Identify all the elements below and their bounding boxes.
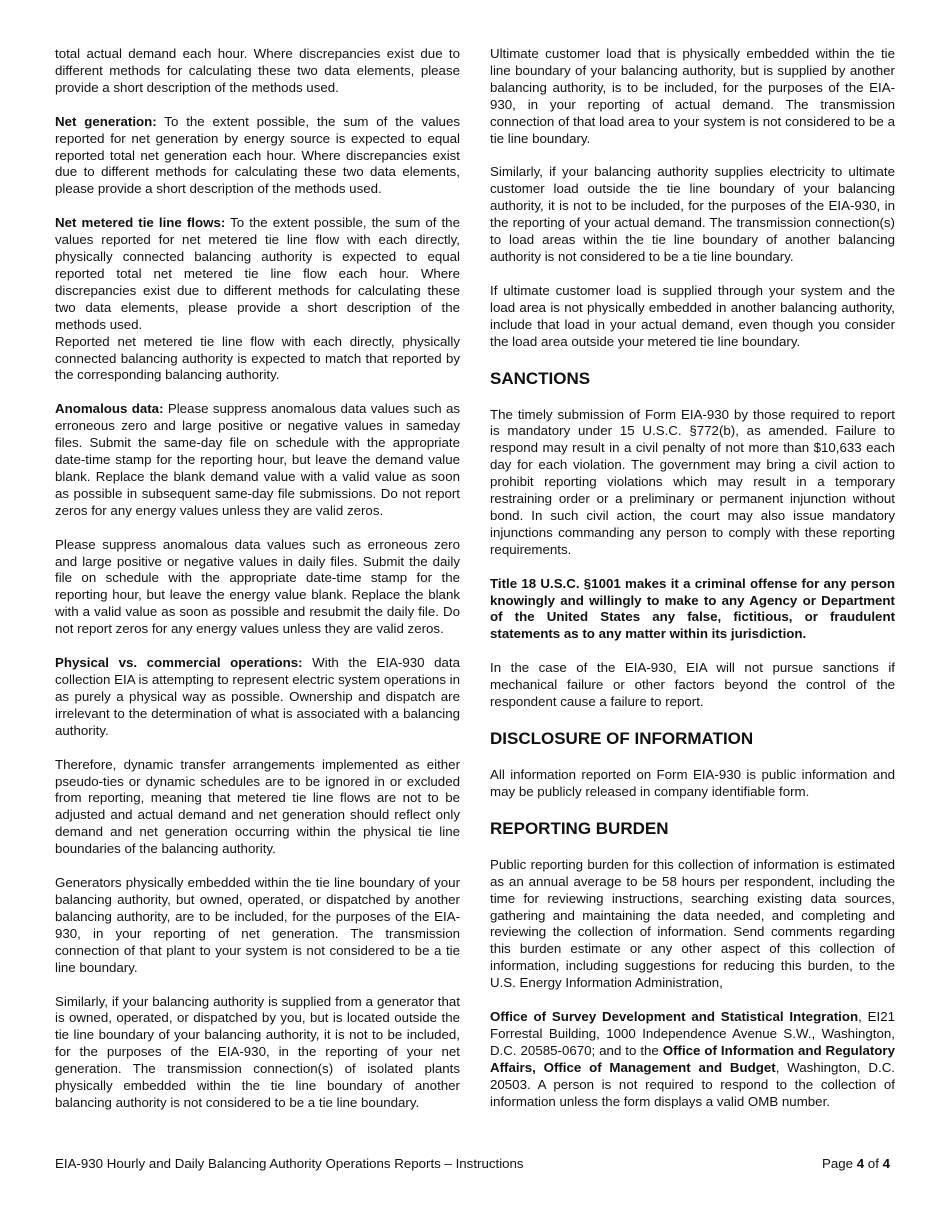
physical-commercial-label: Physical vs. commercial operations: xyxy=(55,655,303,671)
office-contact-paragraph xyxy=(490,1009,895,1110)
right-column xyxy=(490,46,895,1128)
page-number xyxy=(822,1156,890,1171)
physical-commercial-paragraph xyxy=(55,655,460,740)
page-prefix: Page xyxy=(821,1156,857,1171)
net-metered-paragraph xyxy=(55,215,460,333)
title-18-text: Title 18 U.S.C. §1001 makes it a criminal offense for any person knowingly and willingly to make to any Agency or Department of the United States any false, fictitious, or fraudulent statements as to any matter within its jurisdiction. xyxy=(490,575,895,642)
ultimate-load-paragraph: Ultimate customer load that is physically embedded within the tie line boundary of your balancing authority, but is supplied by another balancing authority, is to be included, for the purposes of the EIA-930, in your reporting of actual demand. The transmission connection of that load area to your system is not considered to be a tie line boundary. xyxy=(490,46,895,146)
osdsi-name: Office of Survey Development and Statistical Integration xyxy=(490,1009,859,1025)
oira-address: , Washington, D.C. 20503. A person is not required to respond to the collection of information unless the form displays a valid OMB number. xyxy=(490,1059,895,1109)
reporting-burden-paragraph: Public reporting burden for this collection of information is estimated as an annual average to be 58 hours per respondent, including the time for reviewing instructions, searching existing data sources, gathering and maintaining the data needed, and completing and reviewing the collection of information. Send comments regarding this burden estimate or any other aspect of this collection of information, including suggestions for reducing this burden, to the U.S. Energy Information Administration, xyxy=(490,856,895,991)
physical-commercial-text: With the EIA-930 data collection EIA is attempting to represent electric system operations in as purely a physical way as possible. Ownership and dispatch are irrelevant to the determination of what is associated with a balancing authority. xyxy=(55,655,461,738)
anomalous-data-text: Please suppress anomalous data values such as erroneous zero and large positive or negative values in sameday files. Submit the same-day file on schedule with the appropriate date-time stamp for the reporting hour, but leave the demand value blank. Replace the blank demand value with a valid value as soon as possible in subsequent same-day file submissions. Do not report zeros for any energy values unless they are valid zeros. xyxy=(55,401,460,518)
oira-name: Office of Information and Regulatory Affairs, Office of Management and Budget xyxy=(490,1042,895,1075)
demand-paragraph-end: total actual demand each hour. Where discrepancies exist due to different methods for calculating these two data elements, please provide a short description of the methods used. xyxy=(55,46,460,95)
net-metered-text: To the extent possible, the sum of the values reported for net metered tie line flow with each directly, physically connected balancing authority is expected to equal reported total net metered tie line flow each hour. Where discrepancies exist due to different methods for calculating these two data elements, please provide a short description of the methods used. xyxy=(55,215,460,332)
net-metered-match-paragraph: Reported net metered tie line flow with each directly, physically connected balancing authority is expected to match that reported by the corresponding balancing authority. xyxy=(55,333,460,383)
osdsi-address: , EI21 Forrestal Building, 1000 Independence Avenue S.W., Washington, D.C. 20585-0670; and to the xyxy=(490,1009,895,1058)
disclosure-heading: DISCLOSURE OF INFORMATION xyxy=(490,729,754,748)
anomalous-daily-paragraph: Please suppress anomalous data values such as erroneous zero and large positive or negative values in daily files. Submit the daily file on schedule with the appropriate date-time stamp for the reporting hour, but leave the energy value blank. Replace the blank with a valid value as soon as possible and resubmit the daily file. Do not report zeros for any energy values unless they are valid zeros. xyxy=(55,536,460,637)
page-of: of xyxy=(864,1156,883,1171)
net-generation-label: Net generation: xyxy=(55,113,157,129)
dynamic-transfer-paragraph: Therefore, dynamic transfer arrangements implemented as either pseudo-ties or dynamic schedules are to be ignored in or excluded from reporting, meaning that metered tie line flows are not to be adjusted and actual demand and net generation should reflect only demand and net generation occurring within the physical tie line boundaries of the balancing authority. xyxy=(55,756,460,857)
disclosure-paragraph: All information reported on Form EIA-930 is public information and may be publicly released in company identifiable form. xyxy=(490,767,895,799)
title-18-paragraph xyxy=(490,576,895,644)
embedded-generators-paragraph: Generators physically embedded within the tie line boundary of your balancing authority, but owned, operated, or dispatched by another balancing authority, are to be included, for the purposes of the EIA-930, in your reporting of net generation. The transmission connection of that plant to your system is not considered to be a tie line boundary. xyxy=(55,875,460,975)
unembedded-load-paragraph: If ultimate customer load is supplied through your system and the load area is not physically embedded in another balancing authority, include that load in your actual demand, even though you consider the load area outside your metered tie line boundary. xyxy=(490,282,895,349)
reporting-burden-heading: REPORTING BURDEN xyxy=(490,818,669,838)
anomalous-data-label: Anomalous data: xyxy=(55,401,164,417)
external-generators-paragraph: Similarly, if your balancing authority is supplied from a generator that is owned, operated, or dispatched by you, but is located outside the tie line boundary of your balancing authority, it is not to be included, for the purposes of the EIA-930, in the reporting of your net generation. The transmission connection(s) of isolated plants physically embedded within the tie line boundary of another balancing authority is not considered to be a tie line boundary. xyxy=(55,993,460,1110)
anomalous-data-paragraph xyxy=(55,401,460,519)
footer-title: EIA-930 Hourly and Daily Balancing Authority Operations Reports – Instructions xyxy=(55,1156,524,1171)
page-current: 4 xyxy=(856,1156,865,1171)
net-generation-text: To the extent possible, the sum of the values reported for net generation by energy source is expected to equal reported total net generation each hour. Where discrepancies exist due to different methods for calculating these two data elements, please provide a short description of the methods used. xyxy=(55,113,460,197)
sanctions-exception-paragraph: In the case of the EIA-930, EIA will not pursue sanctions if mechanical failure or other factors beyond the control of the respondent cause a failure to report. xyxy=(490,660,895,710)
left-column xyxy=(55,46,460,1129)
external-load-paragraph: Similarly, if your balancing authority supplies electricity to ultimate customer load outside the tie line boundary of your balancing authority, it is not to be included, for the purposes of the EIA-930, in the reporting of your actual demand. The transmission connection(s) to load areas within the tie line boundary of another balancing authority is not considered to be a tie line boundary. xyxy=(490,164,895,264)
page-footer xyxy=(55,1156,890,1171)
page-total: 4 xyxy=(882,1156,890,1171)
net-generation-paragraph xyxy=(55,114,460,199)
net-metered-label: Net metered tie line flows: xyxy=(55,215,226,231)
sanctions-heading: SANCTIONS xyxy=(490,368,591,388)
sanctions-paragraph: The timely submission of Form EIA-930 by those required to report is mandatory under 15 U.S.C. §772(b), as amended. Failure to respond may result in a civil penalty of not more than $10,633 each day for each violation. The government may bring a civil action to prohibit reporting violations which may result in a temporary restraining order or a preliminary or permanent injunction without bond. In such civil action, the court may also issue mandatory injunctions commanding any person to comply with these reporting requirements. xyxy=(490,406,895,557)
